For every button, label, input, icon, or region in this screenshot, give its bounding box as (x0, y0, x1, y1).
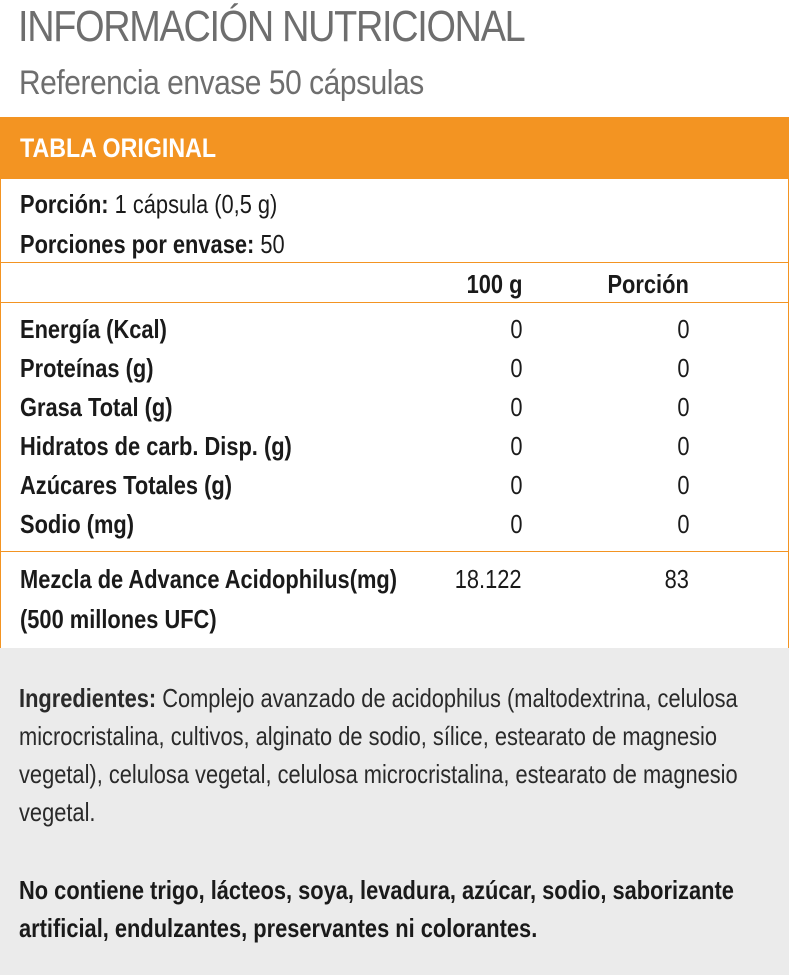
row-value-100g: 0 (509, 353, 522, 383)
row-label: Proteínas (g) (20, 353, 154, 383)
serving-size-label: Porción: (20, 189, 109, 219)
ingredients-line: microcristalina, cultivos, alginato de sodio, sílice, estearato de magnesio (19, 721, 718, 751)
serving-size (20, 189, 277, 220)
row-value-100g: 0 (509, 431, 522, 461)
row-label: Energía (Kcal) (20, 314, 167, 344)
divider (1, 551, 788, 552)
row-label: Hidratos de carb. Disp. (g) (20, 431, 292, 461)
servings-per-pack-label: Porciones por envase: (20, 229, 255, 259)
divider (1, 302, 788, 303)
column-header-100g: 100 g (466, 269, 522, 299)
row-value-portion: 0 (676, 353, 689, 383)
table-header-band (1, 117, 788, 179)
blend-value-portion: 83 (664, 564, 689, 594)
disclaimer-line: No contiene trigo, lácteos, soya, levadura, azúcar, sodio, saborizante (19, 875, 734, 905)
row-value-100g: 0 (509, 470, 522, 500)
ingredients-text (19, 679, 767, 831)
column-header-portion: Porción (607, 269, 689, 299)
table-header-label: TABLA ORIGINAL (20, 133, 217, 163)
row-label: Grasa Total (g) (20, 392, 173, 422)
page-subtitle: Referencia envase 50 cápsulas (19, 64, 424, 102)
row-value-100g: 0 (509, 509, 522, 539)
page-title: INFORMACIÓN NUTRICIONAL (18, 2, 525, 51)
row-label: Sodio (mg) (20, 509, 135, 539)
disclaimer-line: artificial, endulzantes, preservantes ni colorantes. (19, 913, 538, 943)
servings-per-pack-value: 50 (254, 229, 285, 259)
ingredients-label: Ingredientes: (19, 683, 157, 713)
ingredients-line (19, 679, 767, 717)
row-value-portion: 0 (676, 431, 689, 461)
blend-value-100g: 18.122 (455, 564, 522, 594)
row-value-portion: 0 (676, 470, 689, 500)
ingredients-line1: Complejo avanzado de acidophilus (maltodextrina, celulosa (156, 683, 738, 713)
serving-size-value: 1 cápsula (0,5 g) (108, 189, 278, 219)
header (0, 0, 789, 117)
row-value-100g: 0 (509, 392, 522, 422)
row-value-portion: 0 (676, 509, 689, 539)
row-value-100g: 0 (509, 314, 522, 344)
servings-per-pack (20, 229, 285, 260)
blend-label-line2: (500 millones UFC) (20, 604, 217, 634)
divider (1, 262, 788, 263)
row-value-portion: 0 (676, 314, 689, 344)
footer-panel (0, 648, 789, 975)
disclaimer-text (19, 871, 767, 947)
blend-label-line1: Mezcla de Advance Acidophilus(mg) (20, 564, 398, 594)
row-label: Azúcares Totales (g) (20, 470, 232, 500)
ingredients-line: vegetal), celulosa vegetal, celulosa microcristalina, estearato de magnesio (19, 759, 738, 789)
row-value-portion: 0 (676, 392, 689, 422)
ingredients-line: vegetal. (19, 797, 96, 827)
nutrition-table (0, 117, 789, 649)
